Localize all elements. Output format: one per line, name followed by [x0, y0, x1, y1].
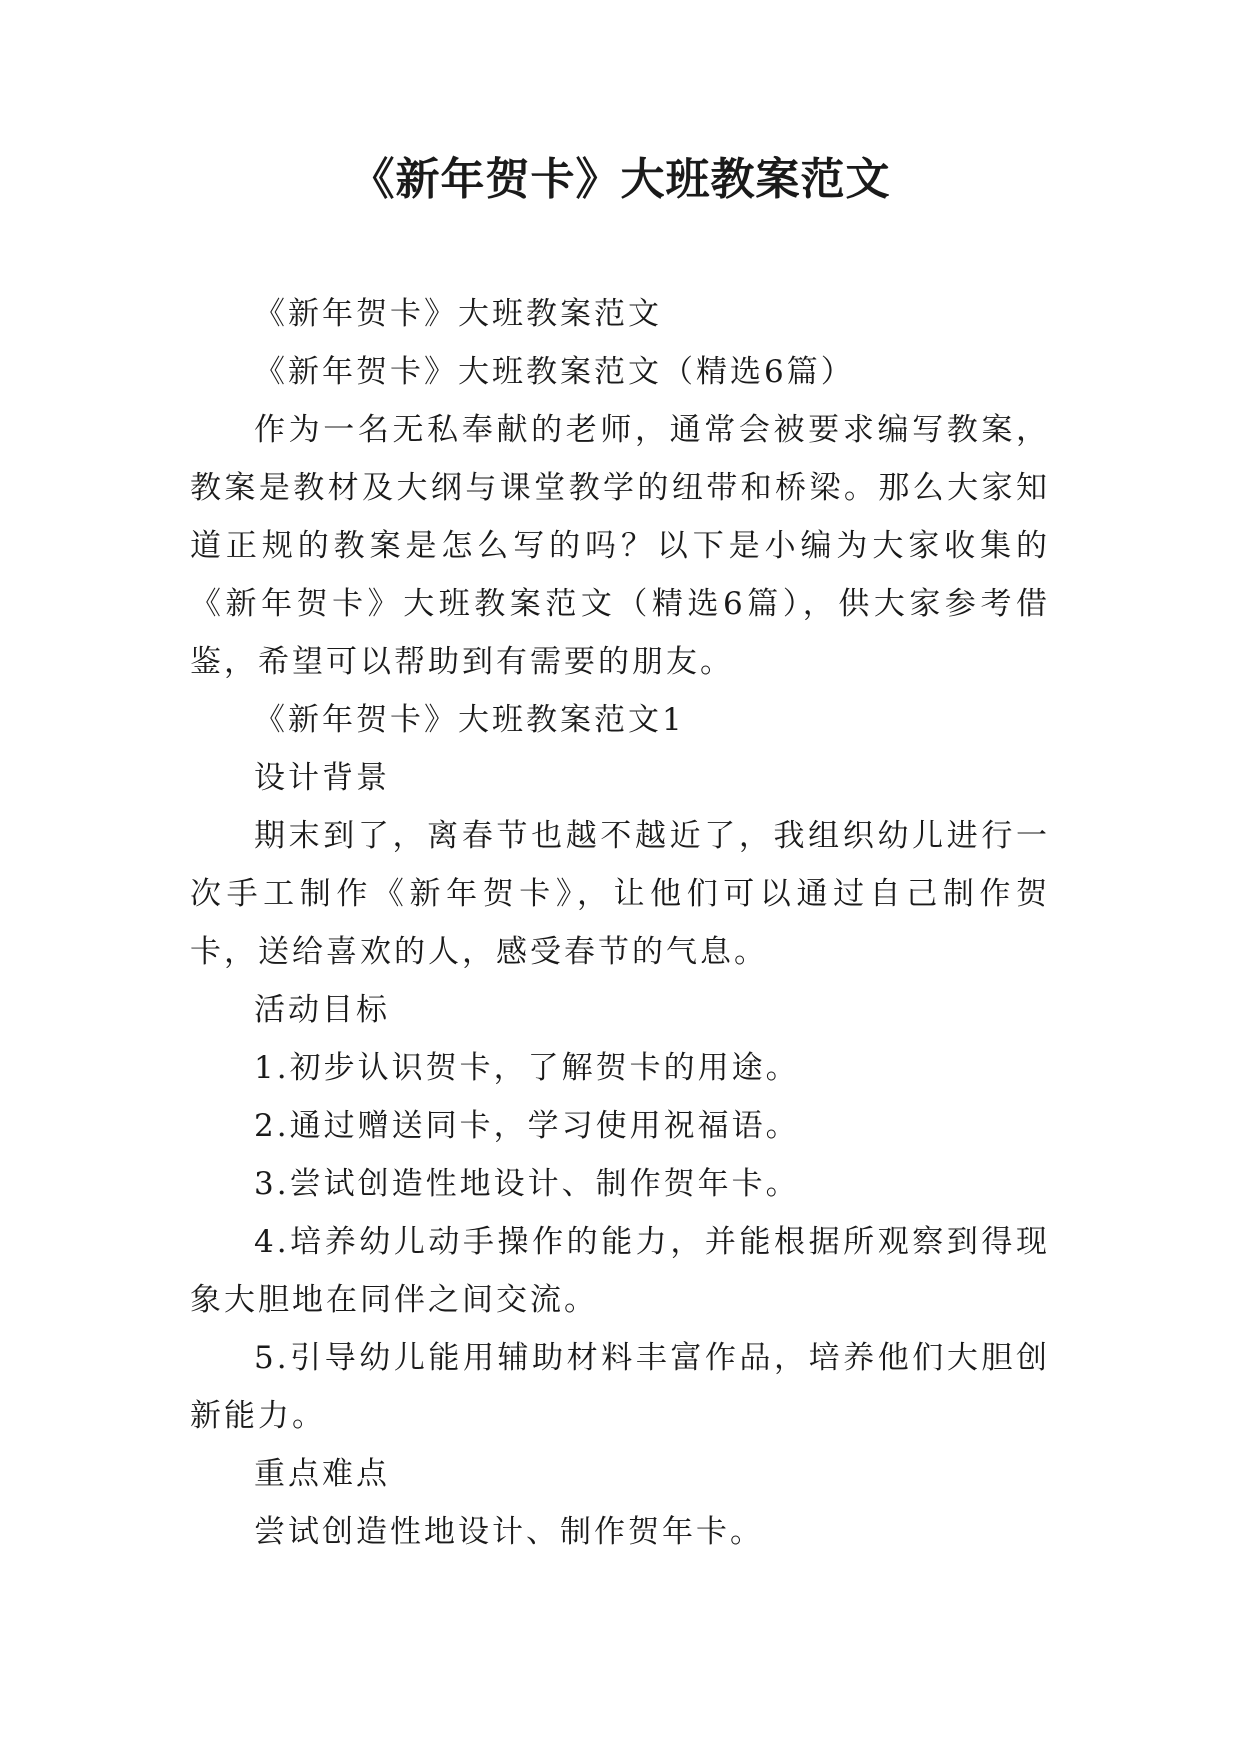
heading-activity-goals: 活动目标 — [254, 992, 390, 1028]
goal-item-5: 5.引导幼儿能用辅助材料丰富作品，培养他们大胆创新能力。 — [190, 1340, 1050, 1434]
goal-item-3: 3.尝试创造性地设计、制作贺年卡。 — [254, 1166, 800, 1202]
paragraph-design-background: 期末到了，离春节也越不越近了，我组织幼儿进行一次手工制作《新年贺卡》，让他们可以通过自己制作贺卡，送给喜欢的人，感受春节的气息。 — [190, 818, 1050, 970]
heading-design-background: 设计背景 — [254, 760, 390, 796]
paragraph-intro: 作为一名无私奉献的老师，通常会被要求编写教案，教案是教材及大纲与课堂教学的纽带和桥梁。那么大家知道正规的教案是怎么写的吗？以下是小编为大家收集的《新年贺卡》大班教案范文（精选6篇），供大家参考借鉴，希望可以帮助到有需要的朋友。 — [190, 412, 1050, 680]
paragraph-subtitle: 《新年贺卡》大班教案范文 — [254, 296, 662, 332]
goal-item-4: 4.培养幼儿动手操作的能力，并能根据所观察到得现象大胆地在同伴之间交流。 — [190, 1224, 1050, 1318]
heading-key-difficulties: 重点难点 — [254, 1456, 390, 1492]
document-body — [190, 285, 1050, 1561]
paragraph-collection-title: 《新年贺卡》大班教案范文（精选6篇） — [254, 354, 855, 390]
section-heading-lesson-1: 《新年贺卡》大班教案范文1 — [254, 702, 685, 738]
paragraph-key-difficulties: 尝试创造性地设计、制作贺年卡。 — [254, 1514, 764, 1550]
goal-item-1: 1.初步认识贺卡，了解贺卡的用途。 — [254, 1050, 800, 1086]
goal-item-2: 2.通过赠送同卡，学习使用祝福语。 — [254, 1108, 800, 1144]
document-title: 《新年贺卡》大班教案范文 — [350, 154, 891, 205]
